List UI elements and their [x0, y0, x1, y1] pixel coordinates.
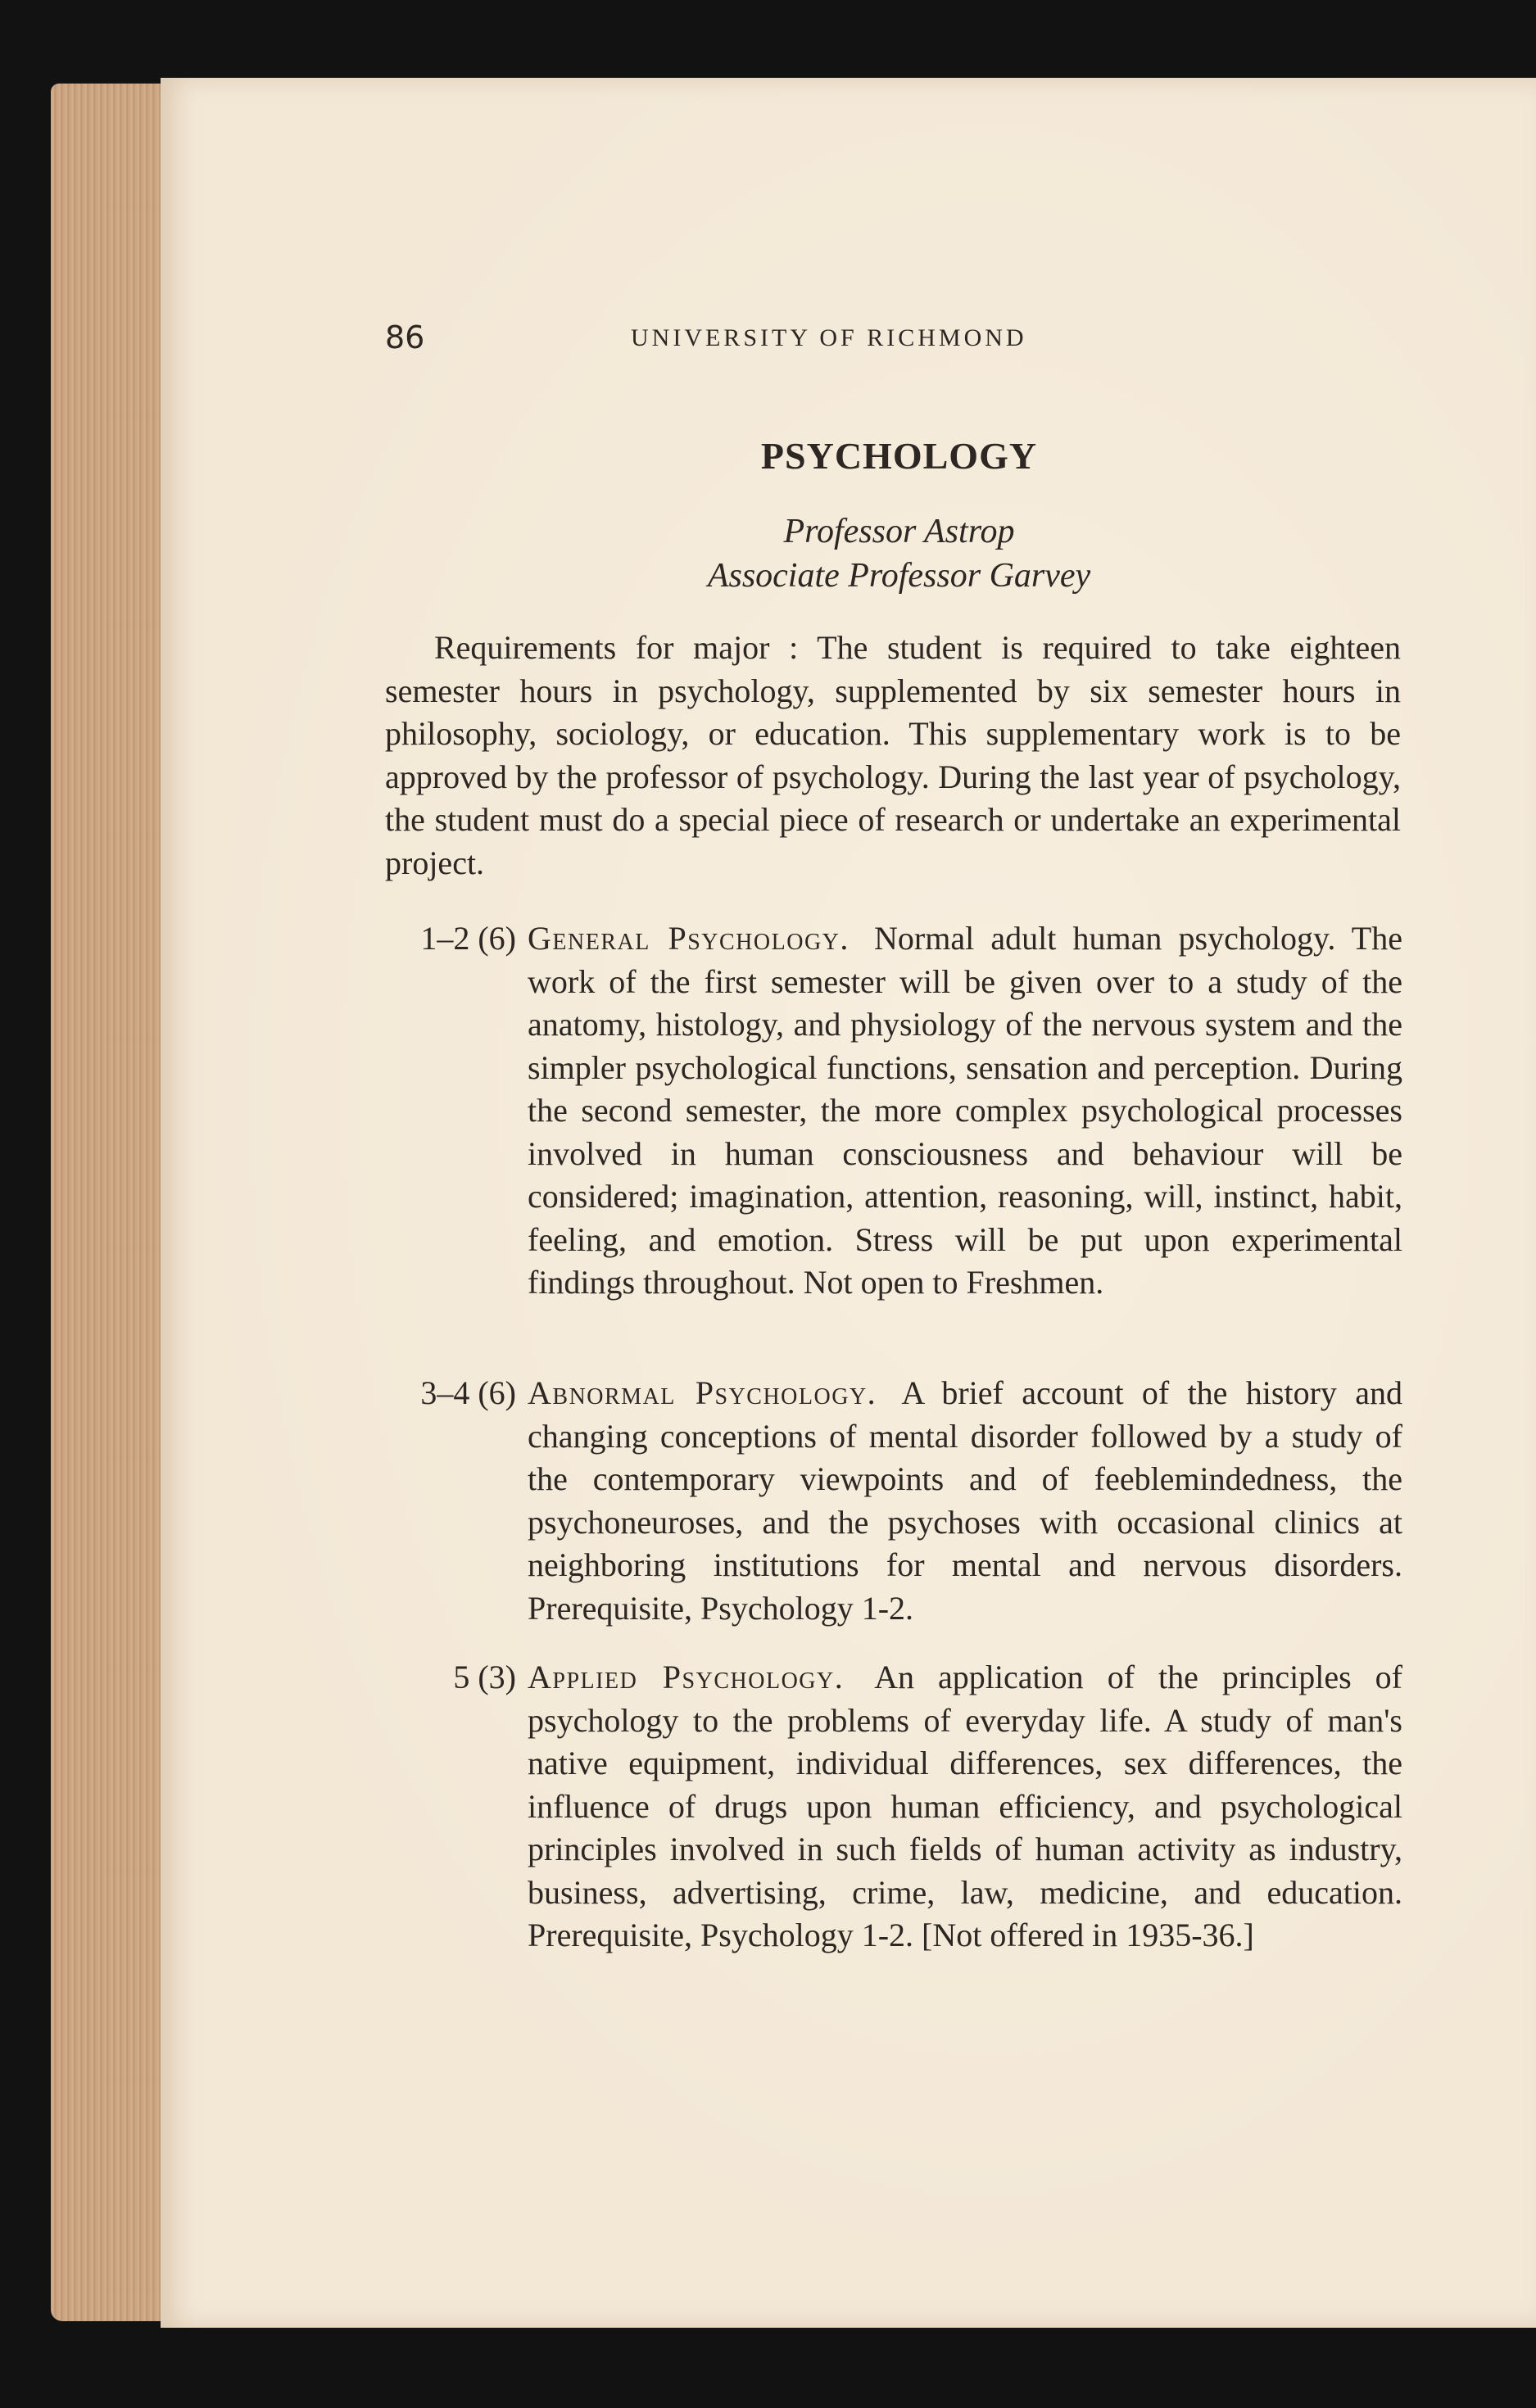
major-requirements: Requirements for major : The student is required to take eighteen semester hours in psychology, supplemented by six semester hours in philosophy, sociology, or education. This supplementary work is to be approved by the professor of psychology. During the last year of psychology, the student must do a special piece of research or undertake an experimental project. [385, 629, 1401, 881]
page-number: 86 [385, 319, 425, 355]
course-description: An application of the principles of psychology to the problems of everyday life. A study of man's native equipment, individual differences, sex differences, the influence of drugs upon human efficiency, and psychological principles involved in such fields of human activity as industry, business, advertising, crime, law, medicine, and education. Prerequisite, Psychology 1-2. [Not offered in 1935-36.] [528, 1659, 1403, 1953]
section-title: PSYCHOLOGY [760, 435, 1038, 477]
course-number: 3–4 (6) [420, 1374, 516, 1411]
course-title: Applied Psychology. [528, 1659, 845, 1695]
course-number: 5 (3) [453, 1659, 516, 1695]
faculty-member: Professor Astrop [783, 513, 1015, 550]
faculty-list [385, 509, 1413, 598]
course-body [528, 1372, 1402, 1630]
course-description: A brief account of the history and changing conceptions of mental disorder followed by a study of the contemporary viewpoints and of feeblemindedness, the psychoneuroses, and the psychoses with occasional clinics at neighboring institutions for mental and nervous disorders. Prerequisite, Psychology 1-2. [528, 1374, 1402, 1627]
page-edge [51, 84, 174, 2321]
running-head: UNIVERSITY OF RICHMOND [631, 324, 1027, 351]
course-body [528, 1656, 1402, 1958]
course-number: 1–2 (6) [420, 920, 516, 957]
page-header [385, 319, 1204, 360]
course-title: Abnormal Psychology. [528, 1374, 877, 1411]
faculty-member: Associate Professor Garvey [707, 557, 1091, 595]
course-body [528, 917, 1402, 1305]
course-title: General Psychology. [528, 920, 850, 957]
course-description: Normal adult human psychology. The work of the first semester will be given over to a study of the anatomy, histology, and physiology of the nervous system and the simpler psychological functions, sensation and perception. During the second semester, the more complex psychological processes involved in human consciousness and behaviour will be considered; imagination, attention, reasoning, will, instinct, habit, feeling, and emotion. Stress will be put upon experimental findings throughout. Not open to Freshmen. [528, 920, 1402, 1301]
